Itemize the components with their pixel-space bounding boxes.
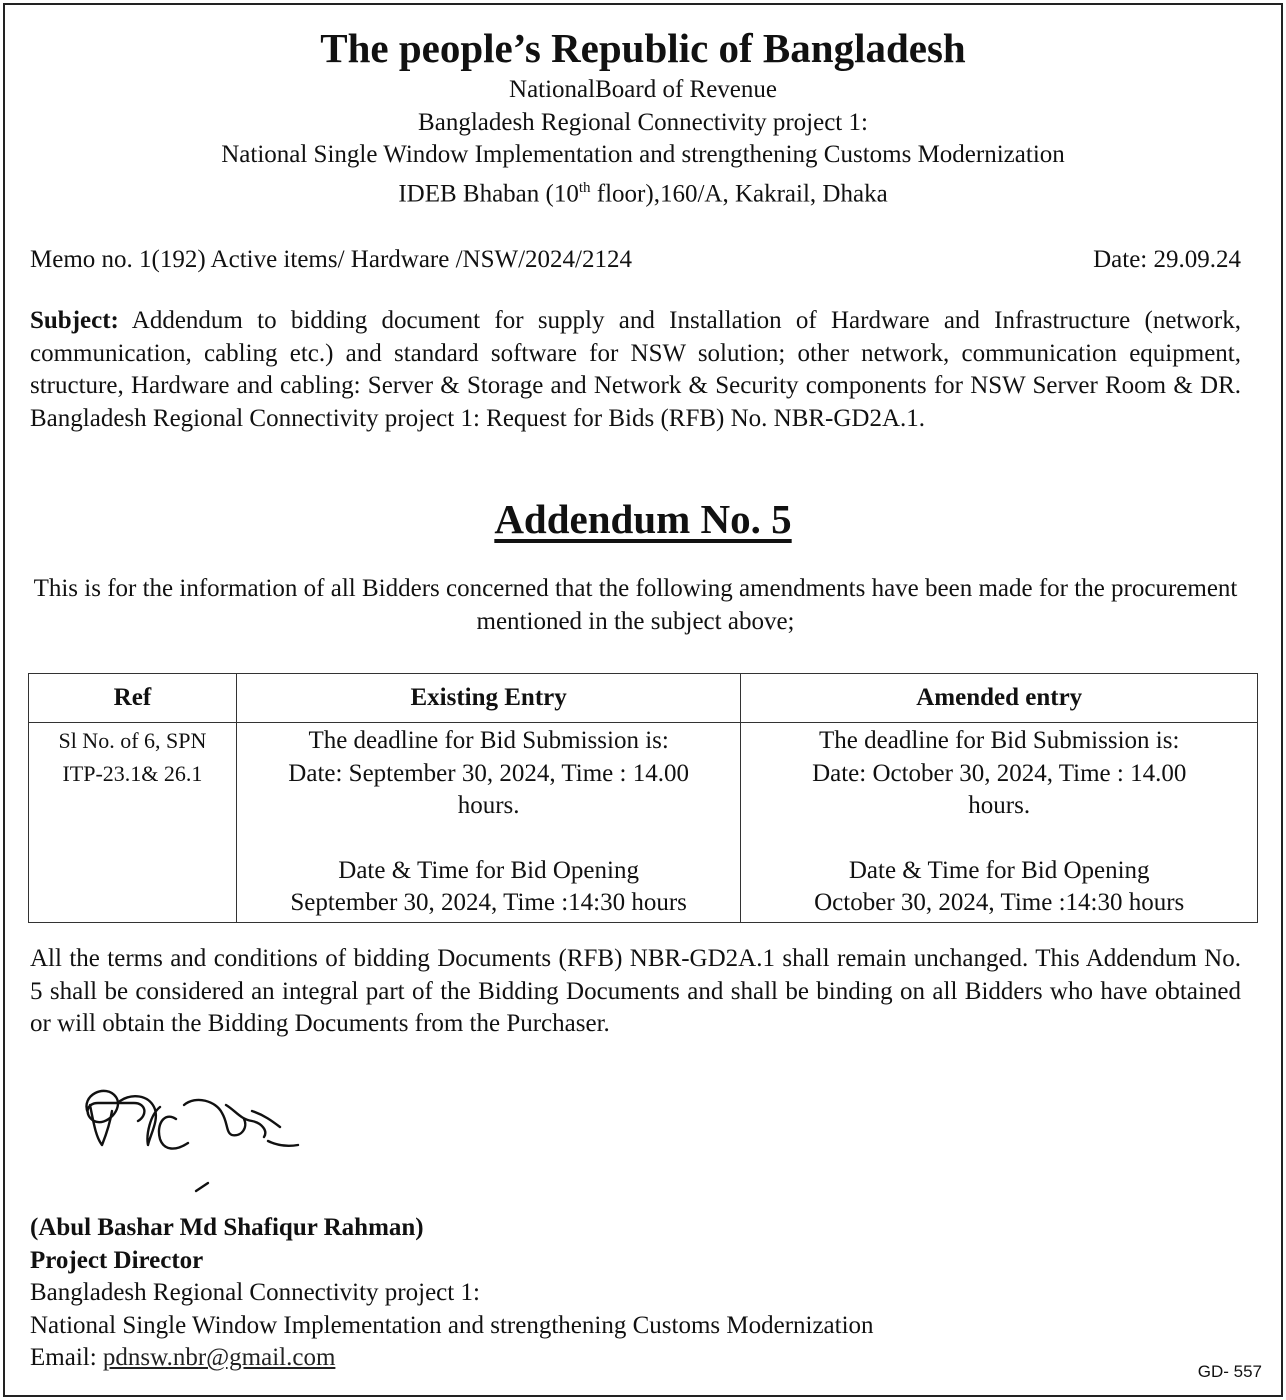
subject-paragraph bbox=[30, 305, 1241, 435]
letterhead bbox=[0, 22, 1286, 210]
addendum-heading: Addendum No. 5 bbox=[494, 496, 792, 542]
signatory-block bbox=[30, 1212, 874, 1375]
table-header-row bbox=[29, 674, 1258, 723]
col-header-existing: Existing Entry bbox=[236, 674, 741, 723]
page-title: The people’s Republic of Bangladesh bbox=[320, 25, 966, 71]
amendment-table bbox=[28, 673, 1258, 923]
ref-cell: Sl No. of 6, SPN ITP-23.1& 26.1 bbox=[29, 723, 237, 923]
closing-paragraph: All the terms and conditions of bidding Documents (RFB) NBR-GD2A.1 shall remain unchanged. This Addendum No. 5 shall be considered an integral part of the Bidding Documents and shall be binding on all Bidders who have obtained or will obtain the Bidding Documents from the Purchaser. bbox=[30, 945, 1241, 1037]
header-line-nbr: NationalBoard of Revenue bbox=[509, 76, 777, 103]
signatory-email-row: Email: pdnsw.nbr@gmail.com bbox=[30, 1344, 336, 1371]
col-header-ref: Ref bbox=[29, 674, 237, 723]
signatory-designation: Project Director bbox=[30, 1246, 204, 1274]
subject-label: Subject: bbox=[30, 307, 119, 334]
header-line-nsw: National Single Window Implementation and strengthening Customs Modernization bbox=[221, 141, 1065, 168]
memo-number: Memo no. 1(192) Active items/ Hardware /NSW/2024/2124 bbox=[30, 246, 632, 273]
table-row bbox=[29, 723, 1258, 923]
signature-icon bbox=[76, 1075, 316, 1205]
memo-row bbox=[30, 246, 1241, 274]
subject-text: Addendum to bidding document for supply and Installation of Hardware and Infrastructure (network, communication, cabling etc.) and standard software for NSW solution; other network, communication equipment, structure, Hardware and cabling: Server & Storage and Network & Security components for NSW Server Room & DR. Bangladesh Regional Connectivity project 1: Request for Bids (RFB) No. NBR-GD2A.1. bbox=[30, 307, 1241, 432]
header-line-project: Bangladesh Regional Connectivity project 1: bbox=[418, 108, 868, 136]
signatory-org-line1: Bangladesh Regional Connectivity project 1: bbox=[30, 1279, 480, 1306]
signatory-name: (Abul Bashar Md Shafiqur Rahman) bbox=[30, 1214, 424, 1241]
intro-paragraph: This is for the information of all Bidders concerned that the following amendments have been made for the procurement mentioned in the subject above; bbox=[33, 575, 1238, 635]
amended-entry-cell: The deadline for Bid Submission is: Date: October 30, 2024, Time : 14.00 hours. Date & Time for Bid Opening October 30, 2024, Time :14:30 hours bbox=[741, 723, 1258, 923]
email-link[interactable]: pdnsw.nbr@gmail.com bbox=[102, 1344, 336, 1371]
header-address: IDEB Bhaban (10th floor),160/A, Kakrail, Dhaka bbox=[398, 179, 888, 207]
signatory-org-line2: National Single Window Implementation and strengthening Customs Modernization bbox=[30, 1311, 874, 1339]
footer-code: GD- 557 bbox=[1197, 1362, 1262, 1381]
memo-date: Date: 29.09.24 bbox=[1093, 246, 1241, 273]
col-header-amended: Amended entry bbox=[741, 674, 1258, 723]
existing-entry-cell: The deadline for Bid Submission is: Date: September 30, 2024, Time : 14.00 hours. Date & Time for Bid Opening September 30, 2024, Time :14:30 hours bbox=[236, 723, 741, 923]
